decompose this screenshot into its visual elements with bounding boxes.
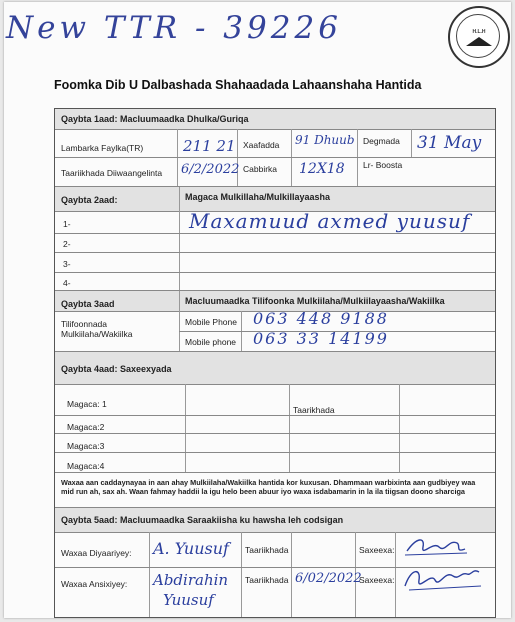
divider: [185, 384, 186, 472]
divider: [291, 532, 292, 617]
section2-header: [55, 187, 495, 211]
phone2-label: Mobile phone: [185, 337, 237, 347]
cabbirka-value: 12X18: [299, 161, 345, 177]
owner-name: Maxamuud axmed yuusuf: [189, 209, 471, 233]
divider: [55, 452, 495, 453]
divider: [55, 532, 495, 533]
prepared-signature: [403, 535, 469, 561]
owner-row-2: 2-: [63, 239, 71, 249]
mountain-icon: [466, 37, 492, 46]
owner-row-1: 1-: [63, 219, 71, 229]
approved-by-label: Waxaa Ansixiyey:: [61, 579, 128, 589]
divider: [55, 233, 495, 234]
owner-row-3: 3-: [63, 259, 71, 269]
tr-label: Lambarka Faylka(TR): [61, 143, 144, 153]
boosta-label: Lr- Boosta: [363, 160, 403, 170]
section3-title: Qaybta 3aad: [61, 299, 115, 309]
prepared-date-label: Taariikhada: [245, 545, 289, 555]
approved-by-value-line1: Abdirahin: [153, 571, 229, 589]
section3-header: [55, 291, 495, 311]
divider: [55, 272, 495, 273]
section2-subtitle: Magaca Mulkillaha/Mulkillayaasha: [185, 192, 331, 202]
prepared-sign-label: Saxeexa:: [359, 545, 395, 555]
approved-signature: [401, 564, 485, 598]
phone1-value: 063 448 9188: [253, 309, 389, 328]
section4-title: Qaybta 4aad: Saxeexyada: [61, 364, 172, 374]
divider: [289, 384, 290, 472]
signature-row-4: Magaca:4: [67, 461, 105, 471]
phones-label-1: Tilifoonnada: [61, 319, 107, 329]
handwritten-header: New TTR - 39226: [6, 10, 342, 46]
phones-label-2: Mulkiilaha/Wakiilka: [61, 329, 133, 339]
signature-row-1: Magaca: 1: [67, 399, 107, 409]
form-frame: [54, 108, 496, 618]
section2-title: Qaybta 2aad:: [61, 195, 118, 205]
section1-header: [55, 109, 495, 129]
divider: [55, 384, 495, 385]
degmada-value: 31 May: [417, 133, 482, 153]
section5-header: [55, 508, 495, 532]
divider: [395, 532, 396, 617]
divider: [399, 384, 400, 472]
approved-date-value: 6/02/2022: [295, 571, 362, 586]
seal-abbr: H.L.H: [472, 29, 486, 35]
section5-title: Qaybta 5aad: Macluumaadka Saraakiisha ku hawsha leh codsigan: [61, 515, 344, 525]
official-seal: [448, 6, 510, 68]
owner-row-4: 4-: [63, 278, 71, 288]
approved-date-label: Taariikhada: [245, 575, 289, 585]
section1-title: Qaybta 1aad: Macluumaadka Dhulka/Guriqa: [61, 114, 249, 124]
divider: [55, 433, 495, 434]
form-sheet: [4, 2, 511, 618]
divider: [179, 187, 180, 290]
signature-row-3: Magaca:3: [67, 441, 105, 451]
divider: [55, 157, 495, 158]
seal-inner-ring: [456, 14, 500, 58]
phone1-label: Mobile Phone: [185, 317, 237, 327]
approved-by-value-line2: Yuusuf: [163, 591, 214, 609]
prepared-by-label: Waxaa Diyaariyey:: [61, 548, 132, 558]
signature-date-label: Taarikhada: [293, 405, 335, 415]
signature-row-2: Magaca:2: [67, 422, 105, 432]
divider: [179, 291, 180, 351]
divider: [55, 472, 495, 473]
section3-subtitle: Macluumaadka Tilifoonka Mulkiilaha/Mulkiilayaasha/Wakiilka: [185, 296, 445, 306]
registration-date-value: 6/2/2022: [181, 162, 240, 177]
phone2-value: 063 33 14199: [253, 329, 389, 348]
registration-date-label: Taariikhada Diiwaangelinta: [61, 168, 163, 178]
xaafadda-label: Xaafadda: [243, 140, 280, 150]
declaration-text: Waxaa aan caddaynayaa in aan ahay Mulkiilaha/Wakiilka hantida kor kuxusan. Dhammaan warbixinta aan gudbiyey waa mid run ah, sax ah. Waan fahmay haddii la igu helo been abuur iyo waxa isdabamarin in la ila tiigsan doono sharciga: [61, 478, 476, 496]
divider: [55, 252, 495, 253]
degmada-label: Degmada: [363, 136, 400, 146]
prepared-by-value: A. Yuusuf: [153, 539, 229, 558]
xaafadda-value: 91 Dhuub: [295, 133, 355, 147]
divider: [411, 129, 412, 157]
divider: [55, 415, 495, 416]
tr-value: 211 21: [183, 137, 236, 155]
divider: [55, 129, 495, 130]
cabbirka-label: Cabbirka: [243, 164, 278, 174]
section4-header: [55, 352, 495, 384]
divider: [241, 532, 242, 617]
approved-sign-label: Saxeexa:: [359, 575, 395, 585]
form-title: Foomka Dib U Dalbashada Shahaadada Lahaanshaha Hantida: [54, 78, 422, 92]
divider: [149, 532, 150, 617]
